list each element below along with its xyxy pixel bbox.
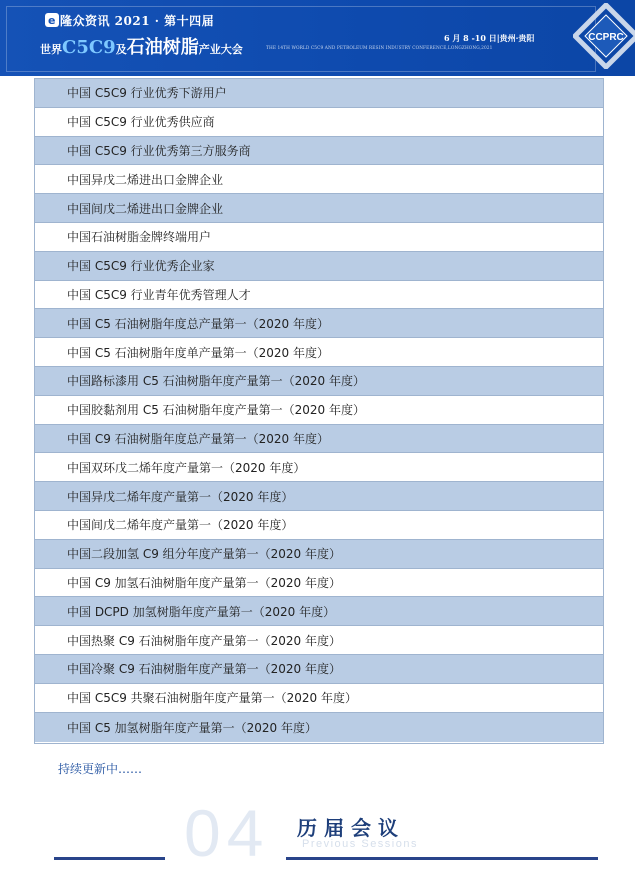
section-title: 历届会议 xyxy=(297,816,405,840)
table-row xyxy=(35,482,603,511)
conference-subtitle: THE 14TH WORLD C5C9 AND PETROLEUM RESIN INDUSTRY CONFERENCE,LONGZHONG,2021 xyxy=(266,46,493,51)
table-row xyxy=(35,79,603,108)
table-row xyxy=(35,511,603,540)
award-name: 中国 C9 石油树脂年度总产量第一（2020 年度） xyxy=(67,431,329,446)
brand-text: 隆众资讯 2021 · 第十四届 xyxy=(60,13,215,28)
table-row xyxy=(35,194,603,223)
table-row xyxy=(35,309,603,338)
table-row xyxy=(35,137,603,166)
award-name: 中国间戊二烯进出口金牌企业 xyxy=(67,201,224,216)
table-row xyxy=(35,540,603,569)
table-row xyxy=(35,108,603,137)
table-row xyxy=(35,453,603,482)
award-name: 中国路标漆用 C5 石油树脂年度产量第一（2020 年度） xyxy=(67,374,365,389)
table-row xyxy=(35,223,603,252)
badge-text: CCPRC xyxy=(588,32,624,43)
table-row xyxy=(35,367,603,396)
header-banner xyxy=(0,0,635,76)
table-row xyxy=(35,655,603,684)
title-suffix: 产业大会 xyxy=(198,43,243,56)
award-name: 中国胶黏剂用 C5 石油树脂年度产量第一（2020 年度） xyxy=(67,403,365,418)
title-mid: 及 xyxy=(115,43,127,56)
award-name: 中国 C5C9 共聚石油树脂年度产量第一（2020 年度） xyxy=(67,691,358,706)
table-row xyxy=(35,626,603,655)
divider-left xyxy=(54,857,165,860)
award-name: 中国异戊二烯年度产量第一（2020 年度） xyxy=(67,489,294,504)
award-name: 中国 C5 石油树脂年度总产量第一（2020 年度） xyxy=(67,316,329,331)
table-row xyxy=(35,569,603,598)
table-row xyxy=(35,281,603,310)
award-name: 中国冷聚 C9 石油树脂年度产量第一（2020 年度） xyxy=(67,662,341,677)
award-name: 中国热聚 C9 石油树脂年度产量第一（2020 年度） xyxy=(67,633,341,648)
award-name: 中国 C5C9 行业优秀第三方服务商 xyxy=(67,143,251,158)
section-subtitle: Previous Sessions xyxy=(302,838,418,850)
award-name: 中国间戊二烯年度产量第一（2020 年度） xyxy=(67,518,294,533)
award-name: 中国 C5C9 行业优秀下游用户 xyxy=(67,86,227,101)
ccprc-logo-icon xyxy=(573,3,635,69)
table-row xyxy=(35,165,603,194)
award-name: 中国 C5 石油树脂年度单产量第一（2020 年度） xyxy=(67,345,329,360)
title-prefix: 世界 xyxy=(40,43,62,56)
award-name: 中国 C5C9 行业优秀供应商 xyxy=(67,115,215,130)
brand xyxy=(45,10,214,30)
table-row xyxy=(35,597,603,626)
e-logo-icon: e xyxy=(45,13,59,27)
award-name: 中国 C5 加氢树脂年度产量第一（2020 年度） xyxy=(67,720,317,735)
divider-right xyxy=(286,857,598,860)
award-name: 中国 DCPD 加氢树脂年度产量第一（2020 年度） xyxy=(67,604,336,619)
table-row xyxy=(35,338,603,367)
table-row xyxy=(35,713,603,743)
award-name: 中国 C9 加氢石油树脂年度产量第一（2020 年度） xyxy=(67,575,341,590)
awards-table xyxy=(34,78,604,744)
award-name: 中国石油树脂金牌终端用户 xyxy=(67,230,212,245)
title-main: 石油树脂 xyxy=(126,37,199,58)
table-row xyxy=(35,396,603,425)
award-name: 中国双环戊二烯年度产量第一（2020 年度） xyxy=(67,460,306,475)
section-number: 04 xyxy=(184,796,270,870)
conference-title xyxy=(40,33,243,59)
award-name: 中国 C5C9 行业优秀企业家 xyxy=(67,259,215,274)
conference-date: 6 月 8 -10 日|贵州·贵阳 xyxy=(444,33,535,43)
table-row xyxy=(35,252,603,281)
continue-updating-text: 持续更新中…… xyxy=(58,762,143,776)
title-code: C5C9 xyxy=(62,37,116,58)
award-name: 中国异戊二烯进出口金牌企业 xyxy=(67,172,224,187)
award-name: 中国二段加氢 C9 组分年度产量第一（2020 年度） xyxy=(67,547,341,562)
table-row xyxy=(35,684,603,713)
table-row xyxy=(35,425,603,454)
award-name: 中国 C5C9 行业青年优秀管理人才 xyxy=(67,287,251,302)
